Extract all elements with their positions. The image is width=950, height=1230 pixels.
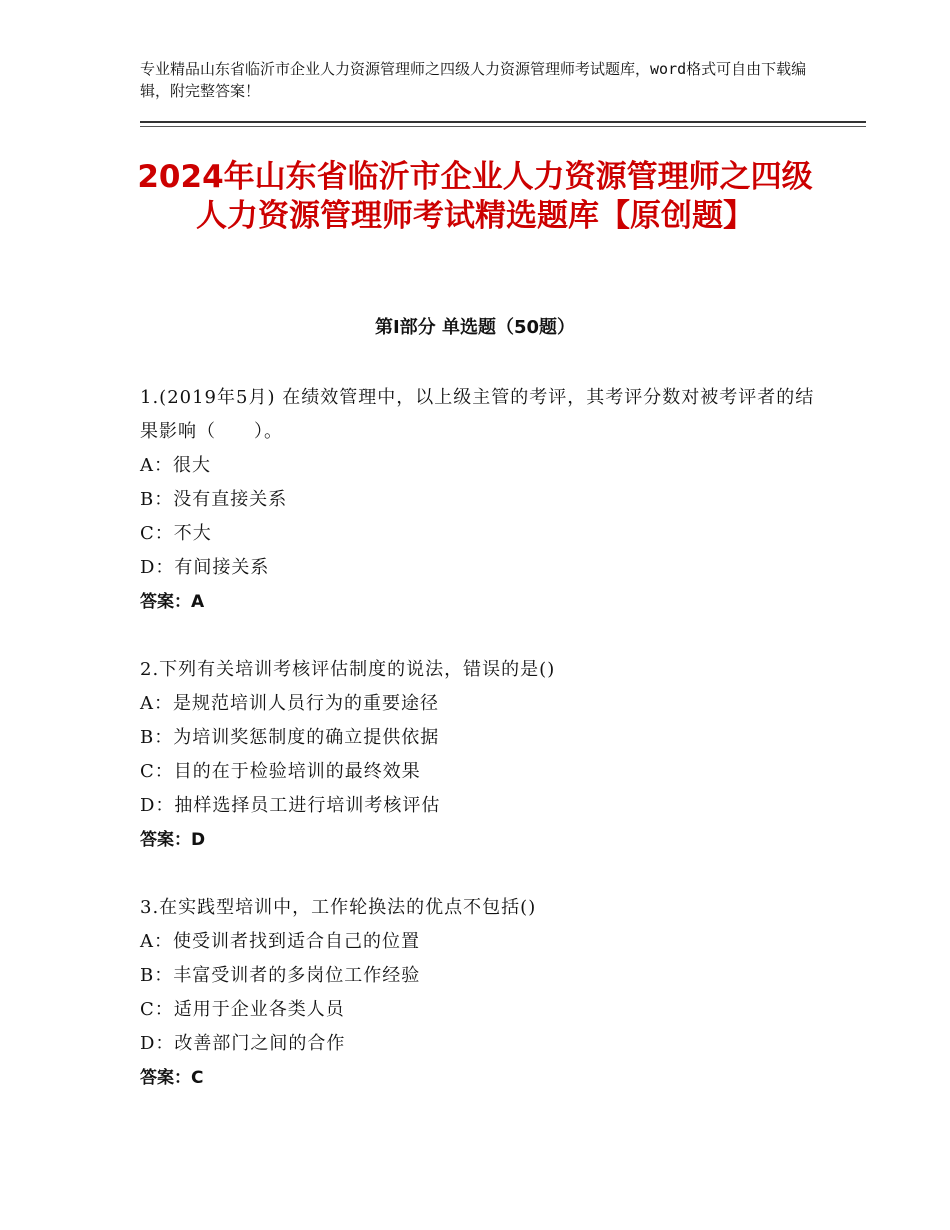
option-a: A：是规范培训人员行为的重要途径 <box>140 693 439 714</box>
document-title: 2024年山东省临沂市企业人力资源管理师之四级人力资源管理师考试精选题库【原创题】 <box>137 159 813 234</box>
option-b: B：丰富受训者的多岗位工作经验 <box>140 965 421 986</box>
answer: 答案：D <box>140 830 206 850</box>
header-divider <box>140 121 866 123</box>
answer: 答案：A <box>140 592 205 612</box>
option-c: C：适用于企业各类人员 <box>140 999 345 1020</box>
header-note: 专业精品山东省临沂市企业人力资源管理师之四级人力资源管理师考试题库，word格式可自由下载编辑，附完整答案！ <box>140 60 807 100</box>
question-stem: 2.下列有关培训考核评估制度的说法，错误的是() <box>140 659 556 680</box>
question-2 <box>140 653 820 857</box>
option-d: D：有间接关系 <box>140 557 270 578</box>
answer: 答案：C <box>140 1068 204 1088</box>
option-d: D：改善部门之间的合作 <box>140 1033 346 1054</box>
question-1 <box>140 381 820 619</box>
option-a: A：很大 <box>140 455 211 476</box>
option-b: B：没有直接关系 <box>140 489 288 510</box>
option-c: C：目的在于检验培训的最终效果 <box>140 761 421 782</box>
option-a: A：使受训者找到适合自己的位置 <box>140 931 420 952</box>
question-stem: 1.(2019年5月) 在绩效管理中，以上级主管的考评，其考评分数对被考评者的结果影响（ ）。 <box>140 387 815 442</box>
section-title: 第Ⅰ部分 单选题（50题） <box>374 317 575 338</box>
header-divider-thin <box>140 126 866 127</box>
option-b: B：为培训奖惩制度的确立提供依据 <box>140 727 440 748</box>
question-list <box>140 381 820 1129</box>
question-stem: 3.在实践型培训中，工作轮换法的优点不包括() <box>140 897 537 918</box>
option-d: D：抽样选择员工进行培训考核评估 <box>140 795 441 816</box>
question-3 <box>140 891 820 1095</box>
option-c: C：不大 <box>140 523 212 544</box>
